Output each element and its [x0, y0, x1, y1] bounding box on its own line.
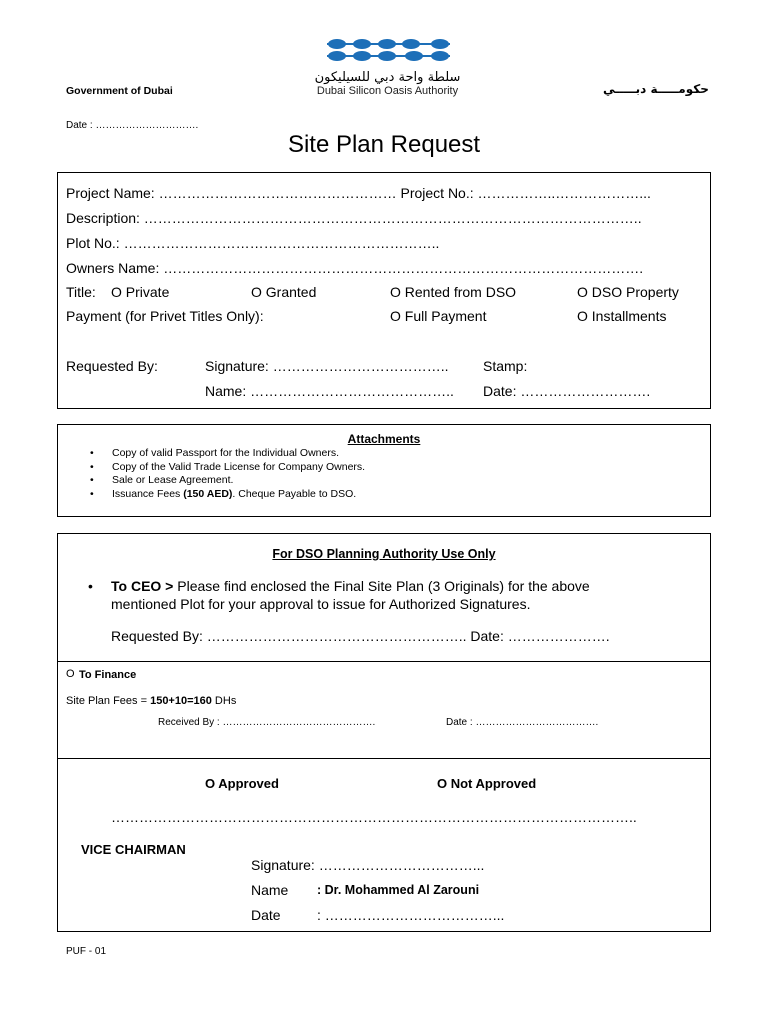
- requested-by-label: Requested By:: [66, 358, 158, 374]
- dso-logo-icon: [325, 37, 455, 65]
- vc-name-label: Name: [251, 882, 289, 898]
- government-of-dubai-arabic: حكومـــــة دبـــــي: [603, 82, 709, 96]
- attachment-agreement: • Sale or Lease Agreement.: [90, 474, 365, 488]
- date-field[interactable]: Date: ……………………….: [483, 383, 651, 399]
- name-field[interactable]: Name: ……………………………………..: [205, 383, 454, 399]
- payment-option-full[interactable]: O Full Payment: [390, 308, 487, 324]
- title-option-rented[interactable]: O Rented from DSO: [390, 284, 517, 300]
- description-field[interactable]: Description: ……………………………………………………………………………………………..: [66, 210, 642, 226]
- government-of-dubai-label: Government of Dubai: [66, 85, 173, 97]
- title-option-private[interactable]: O Private: [111, 284, 170, 300]
- project-name-field[interactable]: Project Name: …………………………………………… Project No.: ……………..………………...: [66, 185, 651, 201]
- payment-option-installments[interactable]: O Installments: [577, 308, 667, 324]
- vc-date-label: Date: [251, 907, 281, 923]
- title-option-granted[interactable]: O Granted: [251, 284, 317, 300]
- ceo-bullet: •: [88, 578, 93, 594]
- to-ceo-text-1: Please find enclosed the Final Site Plan (3 Originals) for the above: [173, 578, 590, 594]
- title-option-dso-property[interactable]: O DSO Property: [577, 284, 679, 300]
- attachments-list: [90, 447, 365, 501]
- not-approved-option[interactable]: O Not Approved: [437, 776, 537, 791]
- attachment-fees: [90, 488, 365, 502]
- signature-field[interactable]: Signature: ………………………………..: [205, 358, 449, 374]
- fees-prefix: Issuance Fees: [112, 487, 184, 500]
- form-code: PUF - 01: [66, 946, 107, 957]
- comment-line[interactable]: …………………………………………………………………………………………………..: [111, 809, 637, 825]
- site-plan-fees-suffix: DHs: [211, 695, 237, 707]
- site-plan-fees-prefix: Site Plan Fees =: [66, 695, 151, 707]
- to-finance-label: To Finance: [79, 669, 137, 681]
- received-date-field[interactable]: Date : ……………………………….: [446, 717, 599, 728]
- logo-english-text: Dubai Silicon Oasis Authority: [316, 85, 459, 97]
- attachments-heading: Attachments: [347, 432, 421, 446]
- ceo-requested-by-field[interactable]: Requested By: ……………………………………………….. Date: ………………….: [111, 628, 610, 644]
- fees-amount: (150 AED): [183, 487, 233, 500]
- vice-chairman-label: VICE CHAIRMAN: [81, 842, 186, 857]
- received-by-field[interactable]: Received By : ……………………………………….: [158, 717, 376, 728]
- divider-finance: [58, 661, 711, 662]
- plot-no-field[interactable]: Plot No.: …………………………………………………………..: [66, 235, 440, 251]
- to-ceo-text-2: mentioned Plot for your approval to issue for Authorized Signatures.: [111, 596, 531, 612]
- vc-name-value: : Dr. Mohammed Al Zarouni: [317, 883, 480, 897]
- title-label: Title:: [66, 284, 96, 300]
- page-title: Site Plan Request: [287, 131, 481, 158]
- stamp-field[interactable]: Stamp:: [483, 358, 528, 374]
- vc-signature-field[interactable]: Signature: ……………………………...: [251, 857, 485, 873]
- vc-date-field[interactable]: : ………………………………...: [317, 907, 505, 923]
- divider-approval: [58, 758, 711, 759]
- attachment-passport: • Copy of valid Passport for the Individual Owners.: [90, 447, 365, 461]
- fees-suffix: . Cheque Payable to DSO.: [232, 487, 357, 500]
- header-date-field: Date : ………………………….: [66, 120, 199, 131]
- attachment-trade-license: • Copy of the Valid Trade License for Company Owners.: [90, 461, 365, 475]
- approved-option[interactable]: O Approved: [205, 776, 279, 791]
- to-ceo-label: To CEO >: [111, 578, 174, 594]
- dso-heading: For DSO Planning Authority Use Only: [272, 547, 496, 561]
- site-plan-fees: [66, 695, 236, 707]
- owners-name-field[interactable]: Owners Name: ………………………………………………………………………………………….: [66, 260, 644, 276]
- to-ceo-line1: [111, 578, 590, 594]
- site-plan-fees-amount: 150+10=160: [150, 695, 212, 707]
- payment-label: Payment (for Privet Titles Only):: [66, 308, 264, 324]
- finance-circle-icon[interactable]: O: [66, 668, 75, 680]
- logo-arabic-text: سلطة واحة دبي للسيليكون: [314, 70, 461, 85]
- dso-logo-mark: [325, 37, 455, 70]
